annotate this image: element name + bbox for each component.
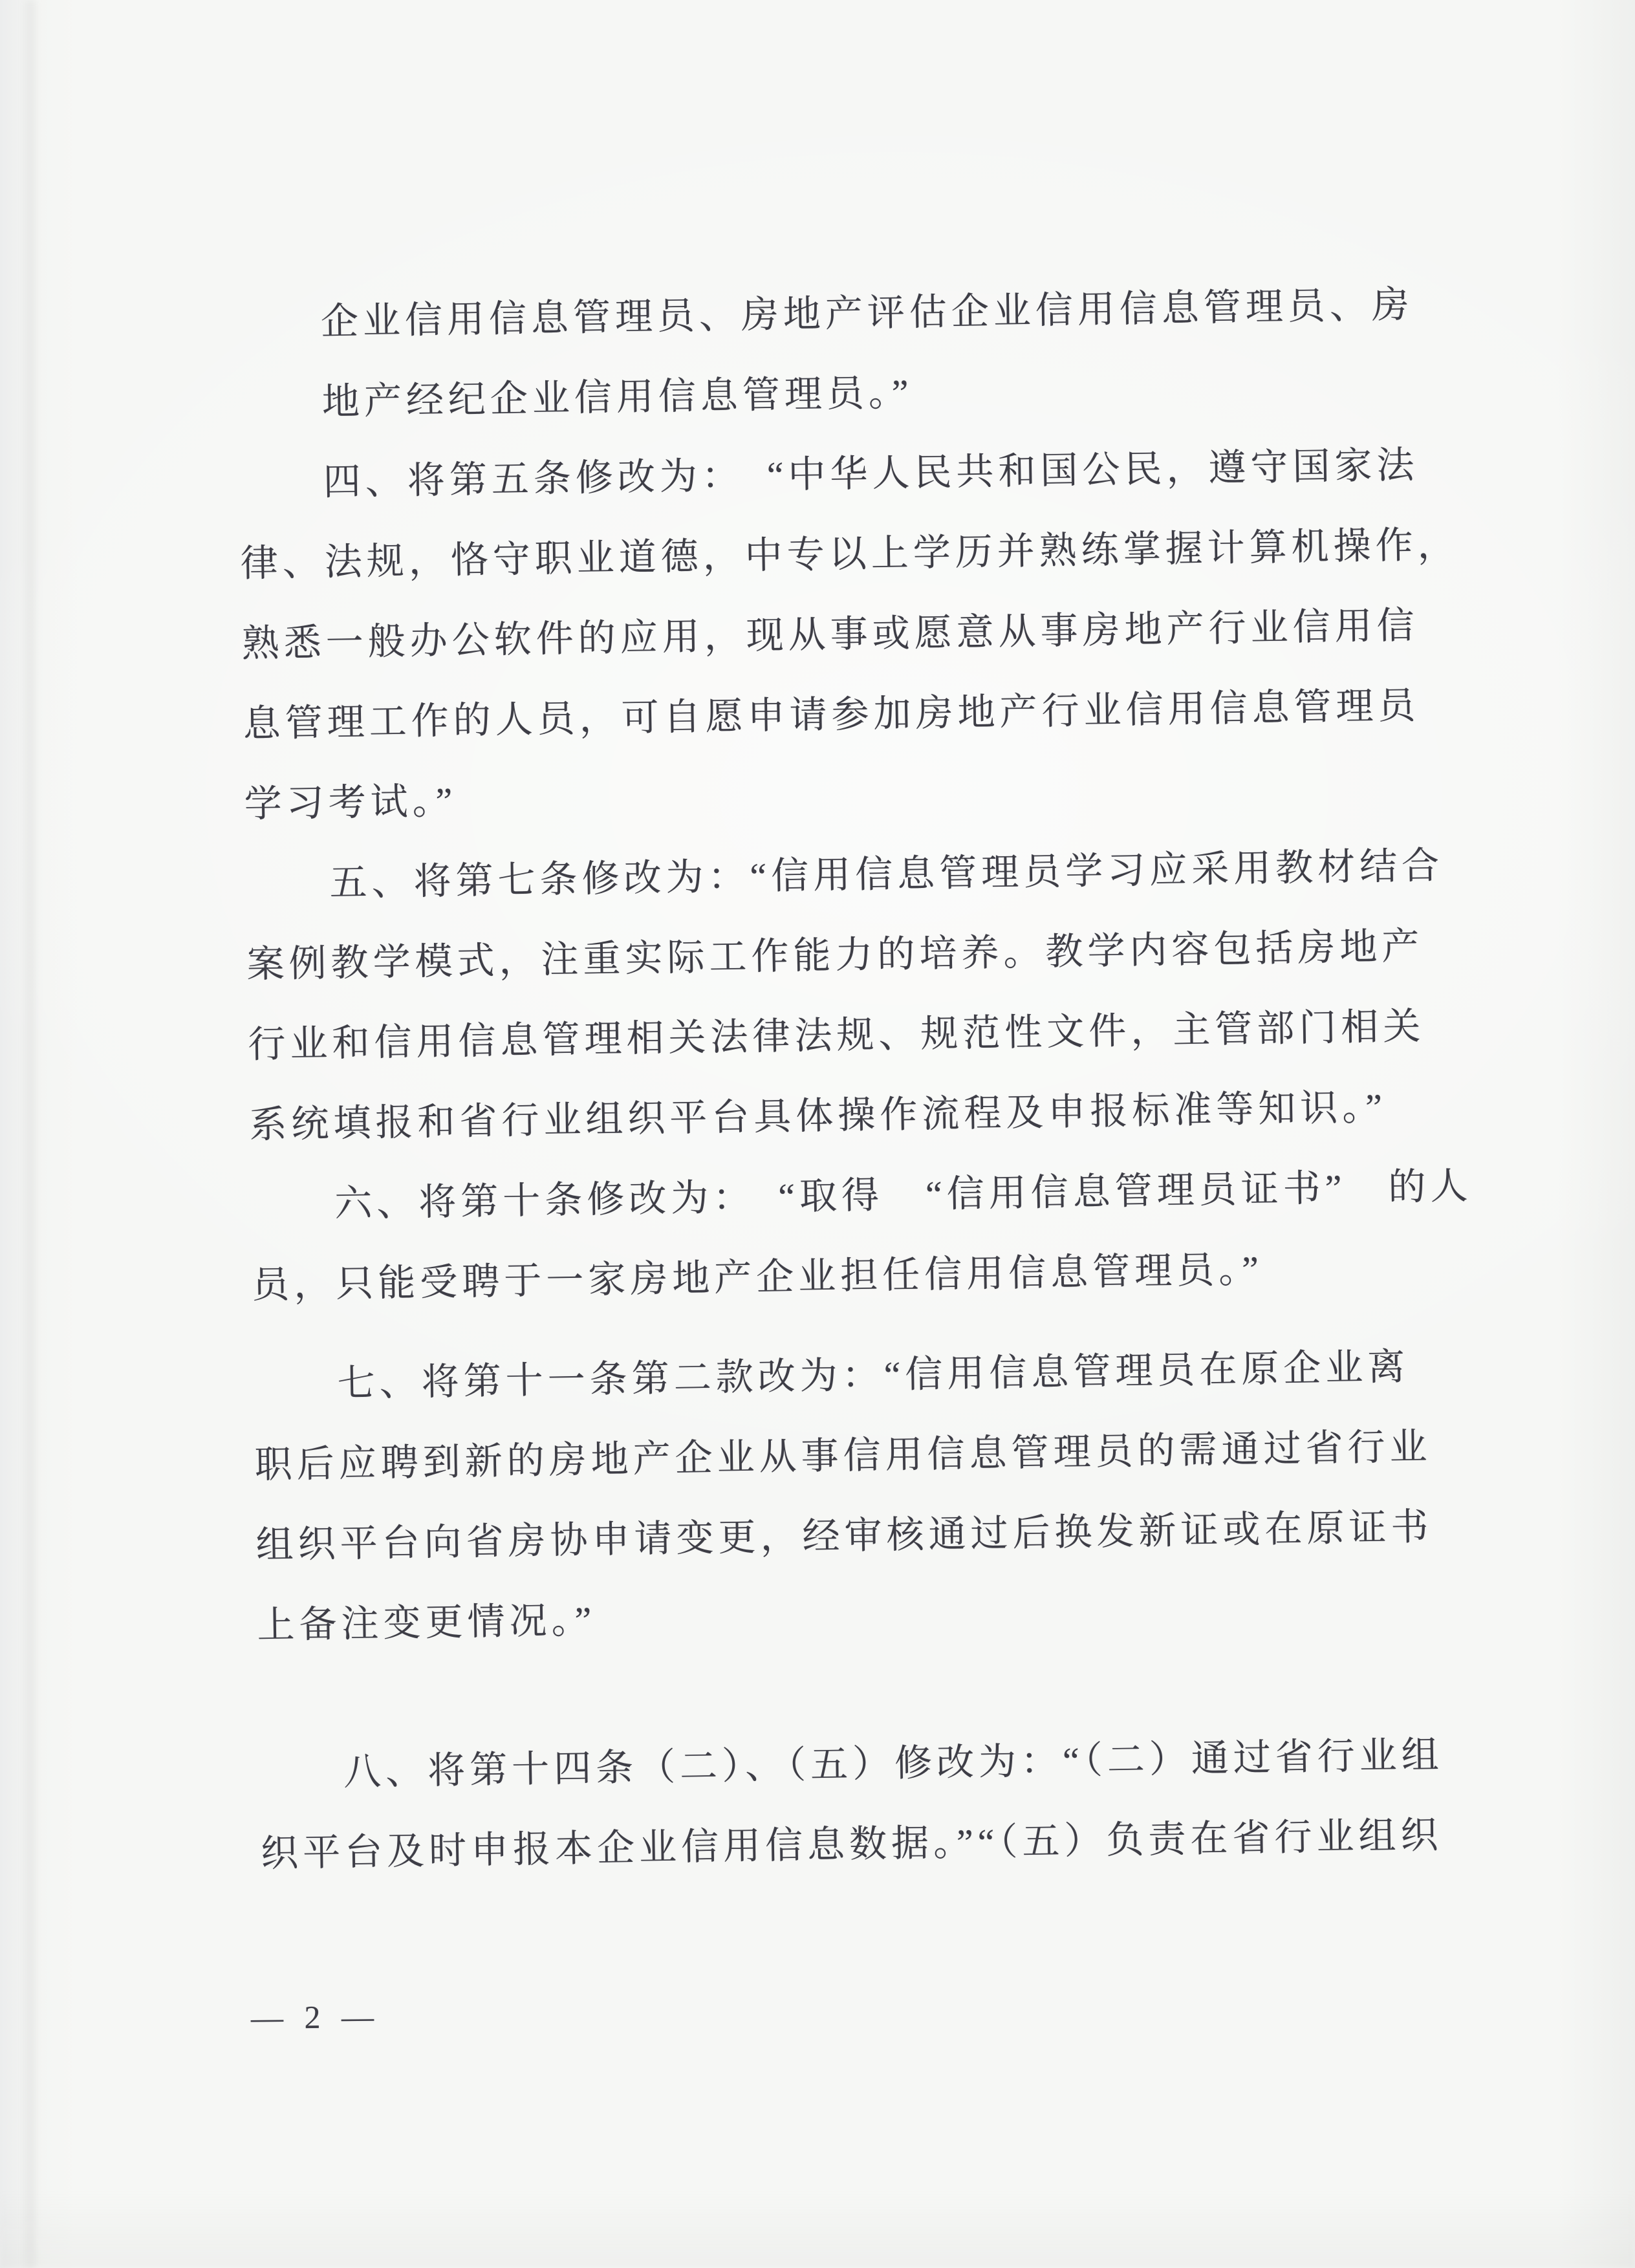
page-number: — 2 —	[250, 1998, 381, 2036]
text-line: 企业信用信息管理员、房地产评估企业信用信息管理员、房	[320, 283, 1414, 343]
text-line: 上备注变更情况。”	[257, 1599, 596, 1647]
text-line: 学习考试。”	[244, 779, 457, 825]
text-line: 职后应聘到新的房地产企业从事信用信息管理员的需通过省行业	[254, 1425, 1433, 1486]
text-line: 案例教学模式，注重实际工作能力的培养。教学内容包括房地产	[246, 925, 1424, 986]
text-line: 律、法规，恪守职业道德，中专以上学历并熟练掌握计算机操作，	[240, 523, 1460, 585]
text-line: 行业和信用信息管理相关法律法规、规范性文件，主管部门相关	[247, 1005, 1425, 1066]
document-body	[236, 264, 1477, 1894]
text-line: 五、将第七条修改为：“信用信息管理员学习应采用教材结合	[329, 844, 1444, 904]
text-line: 熟悉一般办公软件的应用，现从事或愿意从事房地产行业信用信	[241, 604, 1420, 665]
scanner-edge-shadow	[26, 0, 35, 2268]
text-line: 八、将第十四条（二）、（五）修改为：“（二）通过省行业组	[343, 1733, 1444, 1793]
scan-bottom-shadow	[0, 2190, 1635, 2268]
text-line: 六、将第十条修改为： “取得 “信用信息管理员证书” 的人	[334, 1165, 1473, 1225]
text-line: 地产经纪企业信用信息管理员。”	[321, 371, 914, 423]
text-line: 织平台及时申报本企业信用信息数据。”“（五）负责在省行业组织	[260, 1813, 1443, 1875]
text-line: 息管理工作的人员，可自愿申请参加房地产行业信用信息管理员	[243, 684, 1421, 745]
text-line: 员，只能受聘于一家房地产企业担任信用信息管理员。”	[251, 1248, 1264, 1306]
text-line: 四、将第五条修改为： “中华人民共和国公民，遵守国家法	[323, 444, 1419, 503]
text-line: 系统填报和省行业组织平台具体操作流程及申报标准等知识。”	[248, 1086, 1387, 1146]
text-line: 组织平台向省房协申请变更，经审核通过后换发新证或在原证书	[255, 1506, 1433, 1566]
text-line: 七、将第十一条第二款改为：“信用信息管理员在原企业离	[337, 1345, 1410, 1405]
